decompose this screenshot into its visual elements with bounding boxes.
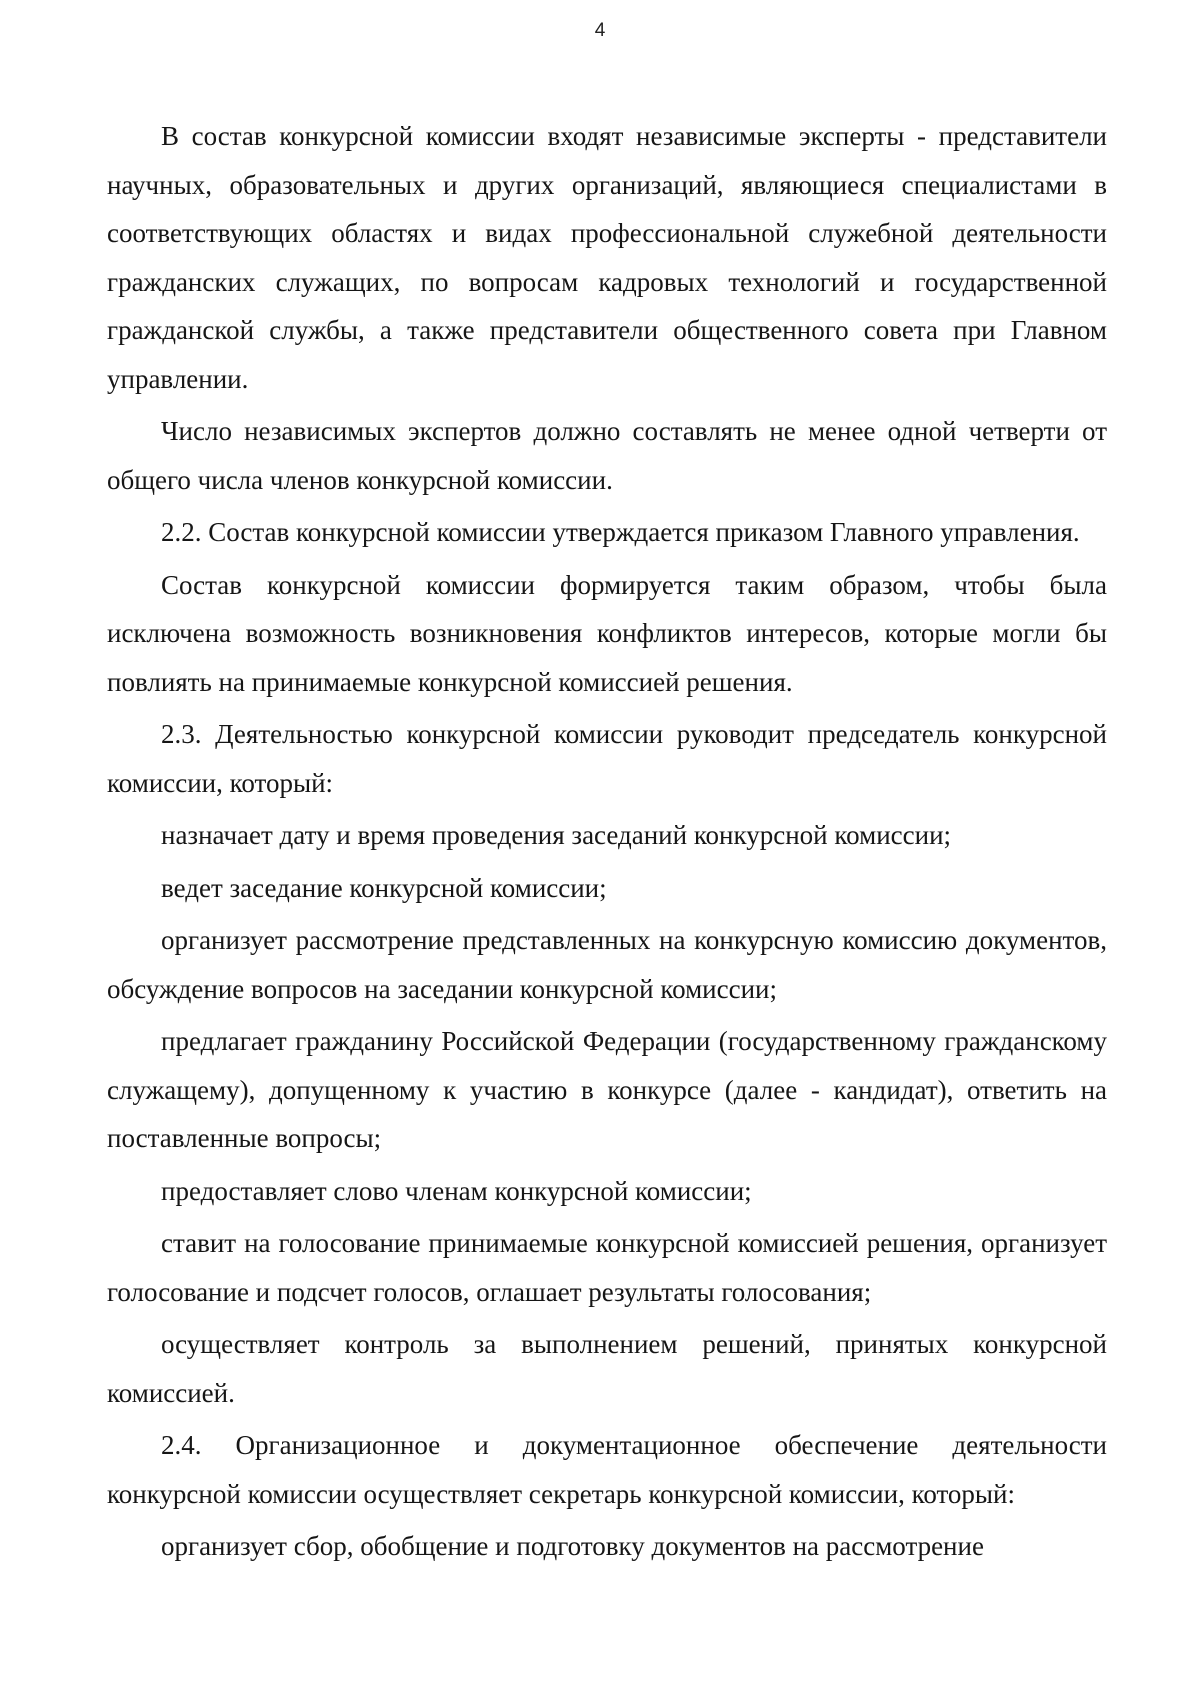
paragraph-2-3: 2.3. Деятельностью конкурсной комиссии руководит председатель конкурсной комиссии, который: bbox=[107, 719, 1107, 798]
list-item-chair-meeting: ведет заседание конкурсной комиссии; bbox=[161, 872, 607, 903]
list-item-review-documents: организует рассмотрение представленных на конкурсную комиссию документов, обсуждение вопросов на заседании конкурсной комиссии; bbox=[107, 925, 1107, 1004]
list-item-give-floor: предоставляет слово членам конкурсной комиссии; bbox=[161, 1175, 752, 1206]
paragraph-independent-experts: В состав конкурсной комиссии входят независимые эксперты - представители научных, образовательных и других организаций, являющиеся специалистами в соответствующих областях и видах профессиональной служебной деятельности гражданских служащих, по вопросам кадровых технологий и государственной гражданской службы, а также представители общественного совета при Главном управлении. bbox=[107, 121, 1107, 394]
list-item-voting: ставит на голосование принимаемые конкурсной комиссией решения, организует голосование и подсчет голосов, оглашает результаты голосования; bbox=[107, 1228, 1107, 1307]
paragraph-2-4: 2.4. Организационное и документационное обеспечение деятельности конкурсной комиссии осуществляет секретарь конкурсной комиссии, который: bbox=[107, 1430, 1107, 1509]
paragraph-experts-quota: Число независимых экспертов должно составлять не менее одной четверти от общего числа членов конкурсной комиссии. bbox=[107, 416, 1107, 495]
paragraph-2-2: 2.2. Состав конкурсной комиссии утверждается приказом Главного управления. bbox=[161, 517, 1080, 547]
list-item-schedule: назначает дату и время проведения заседаний конкурсной комиссии; bbox=[161, 820, 952, 850]
list-item-collect-documents: организует сбор, обобщение и подготовку документов на рассмотрение bbox=[161, 1531, 984, 1561]
list-item-question-candidate: предлагает гражданину Российской Федерации (государственному гражданскому служащему), допущенному к участию в конкурсе (далее - кандидат), ответить на поставленные вопросы; bbox=[107, 1026, 1107, 1153]
paragraph-conflict-of-interest: Состав конкурсной комиссии формируется таким образом, чтобы была исключена возможность возникновения конфликтов интересов, которые могли бы повлиять на принимаемые конкурсной комиссией решения. bbox=[107, 569, 1107, 697]
list-item-control: осуществляет контроль за выполнением решений, принятых конкурсной комиссией. bbox=[107, 1329, 1107, 1408]
document-body bbox=[107, 112, 1107, 1575]
page-number: 4 bbox=[594, 20, 606, 41]
